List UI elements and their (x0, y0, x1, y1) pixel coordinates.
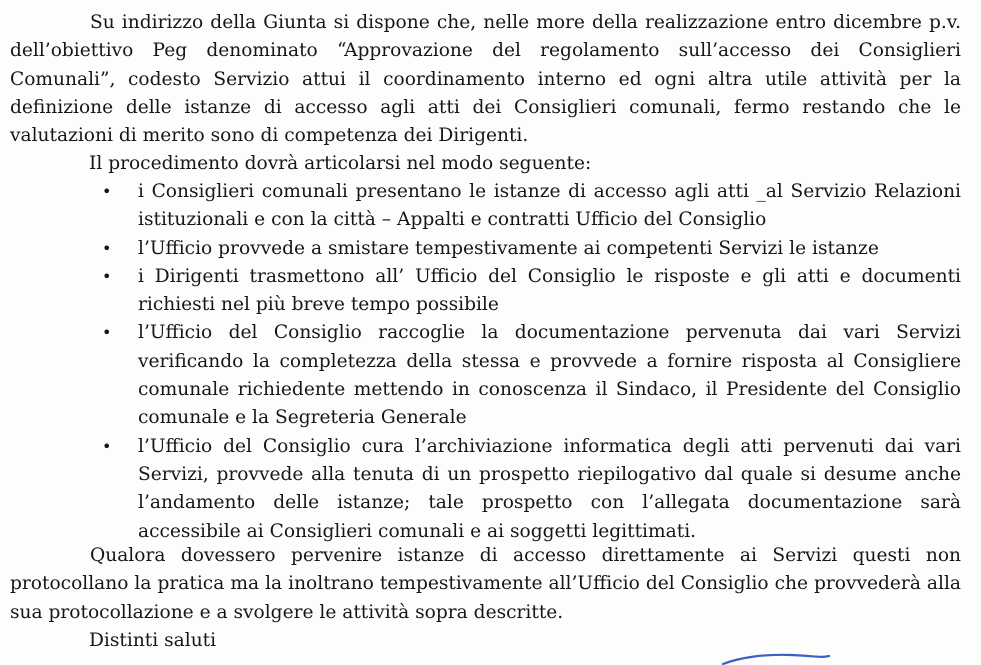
paragraph-direct-requests: Qualora dovessero pervenire istanze di accesso direttamente ai Servizi questi non protocollano la pratica ma la inoltrano tempestivamente all’Ufficio del Consiglio che provvederà alla sua protocollazione e a svolgere le attività sopra descritte. (10, 545, 961, 623)
list-item-text: l’Ufficio del Consiglio cura l’archiviazione informatica degli atti pervenuti dai vari Servizi, provvede alla tenuta di un prospetto riepilogativo dal quale si desume anche l’andamento delle istanze; tale prospetto con l’allegata documentazione sarà accessibile ai Consiglieri comunali e ai soggetti legittimati. (138, 435, 961, 542)
list-item (0, 319, 961, 432)
signature-stroke-icon (721, 653, 831, 665)
procedure-list (0, 178, 961, 546)
list-item (0, 235, 961, 263)
list-item-text: i Dirigenti trasmettono all’ Ufficio del Consiglio le risposte e gli atti e documenti richiesti nel più breve tempo possibile (138, 265, 961, 316)
bullet-icon: • (102, 238, 112, 258)
list-item (0, 178, 961, 235)
bullet-icon: • (102, 182, 112, 201)
list-item-text: i Consiglieri comunali presentano le istanze di accesso agli atti _al Servizio Relazioni istituzionali e con la città – Appalti e contratti Ufficio del Consiglio (138, 181, 961, 231)
list-item (0, 433, 961, 546)
bullet-icon: • (102, 266, 112, 286)
list-item-text: l’Ufficio provvede a smistare tempestivamente ai competenti Servizi le istanze (138, 237, 879, 259)
closing-salutation: Distinti saluti (89, 630, 217, 651)
bullet-icon: • (102, 323, 112, 343)
paragraph-intro: Su indirizzo della Giunta si dispone che, nelle more della realizzazione entro dicembre p.v. dell’obiettivo Peg denominato “Approvazione del regolamento sull’accesso dei Consiglieri Comunali”, codesto Servizio attui il coordinamento interno ed ogni altra utile attività per la definizione delle istanze di accesso agli atti dei Consiglieri comunali, fermo restando che le valutazioni di merito sono di competenza dei Dirigenti. (10, 12, 961, 147)
paragraph-procedure-heading: Il procedimento dovrà articolarsi nel modo seguente: (89, 153, 592, 174)
list-item-text: l’Ufficio del Consiglio raccoglie la documentazione pervenuta dai vari Servizi verificando la completezza della stessa e provvede a fornire risposta al Consigliere comunale richiedente mettendo in conoscenza il Sindaco, il Presidente del Consiglio comunale e la Segreteria Generale (138, 322, 961, 429)
bullet-icon: • (102, 436, 112, 456)
list-item (0, 263, 961, 320)
